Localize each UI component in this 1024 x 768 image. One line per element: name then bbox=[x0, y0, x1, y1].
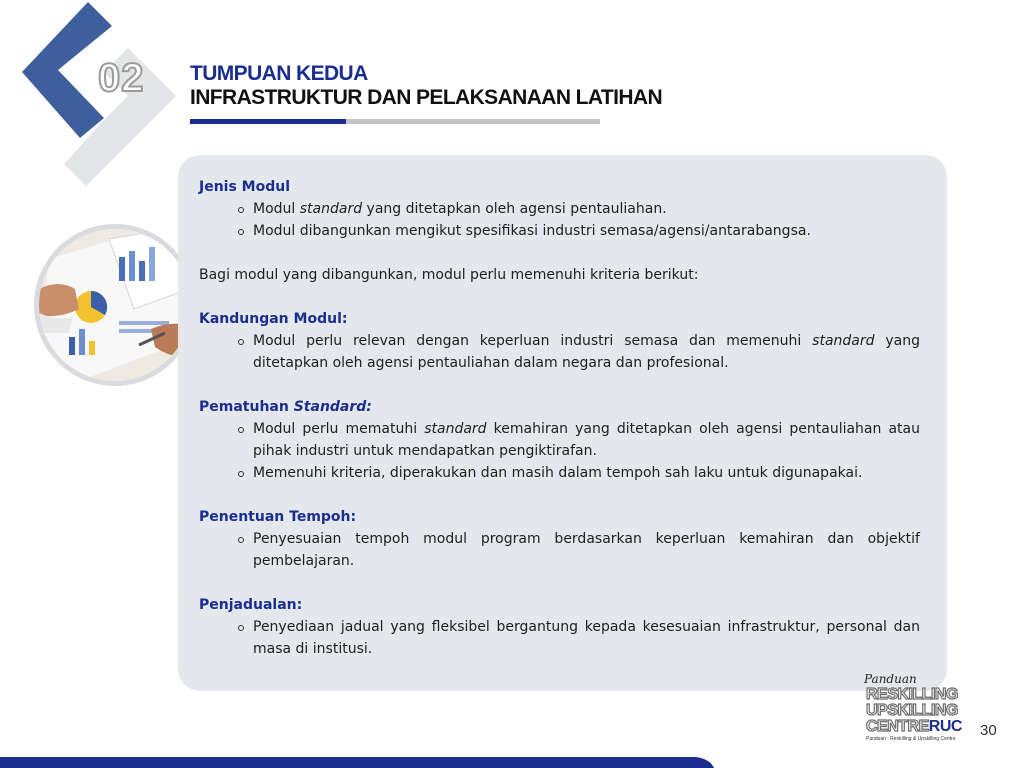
list-item: Memenuhi kriteria, diperakukan dan masih dalam tempoh sah laku untuk digunapakai. bbox=[253, 462, 920, 484]
title-line-2: INFRASTRUKTUR DAN PELAKSANAAN LATIHAN bbox=[190, 86, 663, 109]
heading-jenis-modul: Jenis Modul bbox=[199, 179, 291, 195]
heading-penentuan-tempoh: Penentuan Tempoh: bbox=[199, 509, 357, 525]
decorative-chevron-shapes bbox=[0, 0, 200, 200]
heading-kandungan-modul: Kandungan Modul: bbox=[199, 311, 348, 327]
list-item: Modul standard yang ditetapkan oleh agensi pentauliahan. bbox=[253, 198, 920, 220]
logo-line-1: RESKILLING bbox=[866, 686, 958, 703]
list-kandungan-modul bbox=[199, 330, 920, 374]
title-underline-blue bbox=[190, 119, 346, 124]
intro-paragraph: Bagi modul yang dibangunkan, modul perlu memenuhi kriteria berikut: bbox=[199, 267, 699, 283]
list-penentuan-tempoh bbox=[199, 528, 920, 572]
logo-line-2: UPSKILLING bbox=[866, 702, 958, 719]
title-underline-grey bbox=[346, 119, 600, 124]
list-pematuhan-standard bbox=[199, 418, 920, 484]
list-penjadualan bbox=[199, 616, 920, 660]
circular-photo-documents bbox=[34, 224, 196, 386]
page-title bbox=[190, 62, 662, 110]
photo-illustration bbox=[39, 229, 191, 381]
footer-bar bbox=[0, 757, 720, 768]
logo-script-text: Panduan bbox=[864, 672, 917, 686]
title-line-1: TUMPUAN KEDUA bbox=[190, 62, 368, 85]
ruc-logo bbox=[862, 672, 964, 744]
logo-line-3: CENTRERUC bbox=[866, 718, 962, 735]
section-number: 02 bbox=[98, 56, 145, 100]
list-item: Modul dibangunkan mengikut spesifikasi industri semasa/agensi/antarabangsa. bbox=[253, 220, 920, 242]
list-item: Modul perlu mematuhi standard kemahiran yang ditetapkan oleh agensi pentauliahan atau pihak industri untuk mendapatkan pengiktirafan. bbox=[253, 418, 920, 462]
heading-pematuhan-standard: Pematuhan Standard: bbox=[199, 399, 372, 415]
page-number: 30 bbox=[980, 722, 997, 739]
heading-penjadualan: Penjadualan: bbox=[199, 597, 303, 613]
list-jenis-modul bbox=[199, 198, 920, 242]
content-body bbox=[199, 176, 920, 660]
list-item: Modul perlu relevan dengan keperluan industri semasa dan memenuhi standard yang ditetapkan oleh agensi pentauliahan dalam negara dan profesional. bbox=[253, 330, 920, 374]
list-item: Penyesuaian tempoh modul program berdasarkan keperluan kemahiran dan objektif pembelajaran. bbox=[253, 528, 920, 572]
list-item: Penyediaan jadual yang fleksibel bergantung kepada kesesuaian infrastruktur, personal dan masa di institusi. bbox=[253, 616, 920, 660]
logo-subtitle: Panduan : Reskilling & Upskilling Centre bbox=[866, 736, 956, 742]
